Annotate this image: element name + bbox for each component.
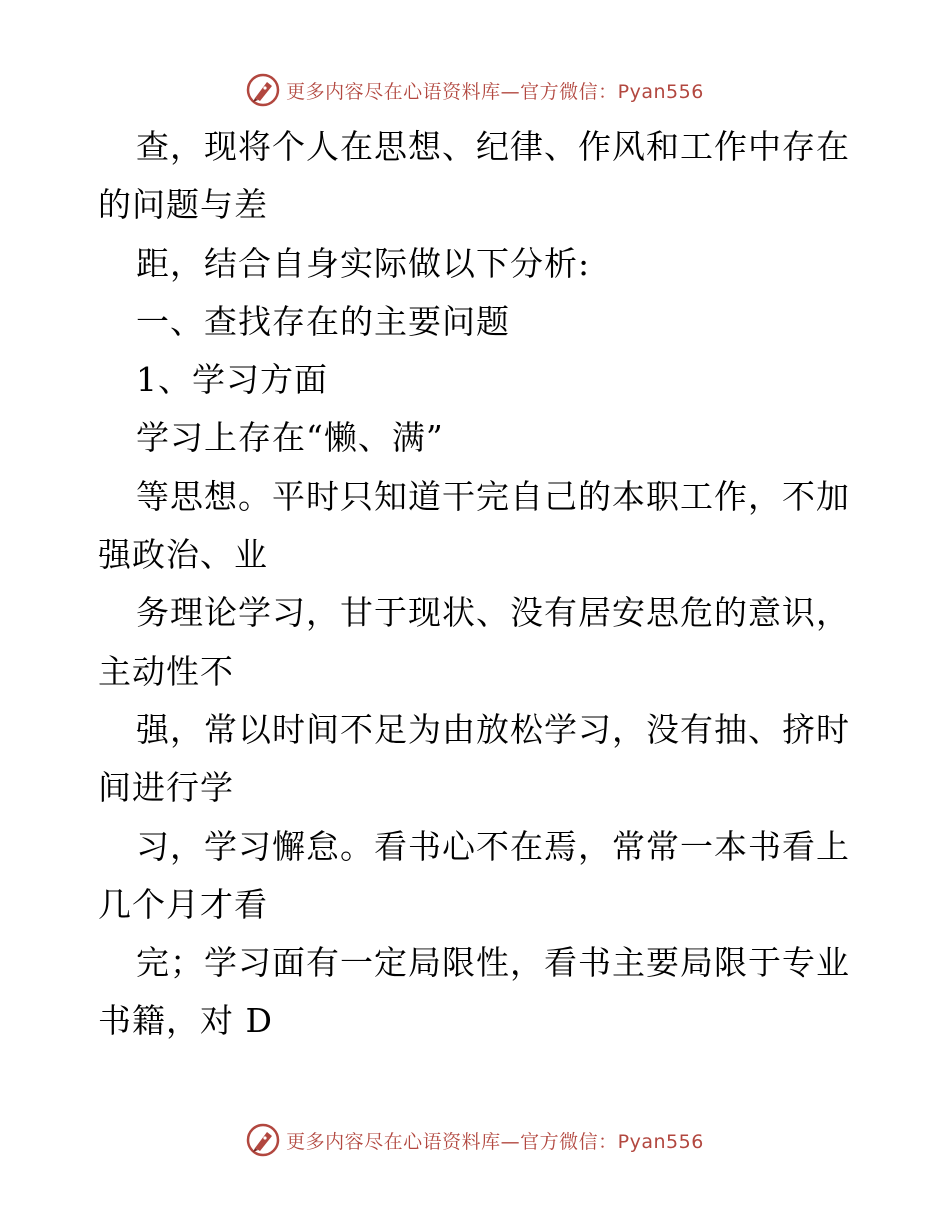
body-line: 的问题与差 (98, 185, 268, 225)
footer-banner-text: 更多内容尽在心语资料库—官方微信：Pyan556 (286, 1130, 704, 1153)
pen-nib-logo-icon (246, 73, 280, 107)
body-line: 强政治、业 (98, 535, 268, 575)
body-line: 书籍，对 D (98, 1001, 273, 1041)
body-line: 距，结合自身实际做以下分析: (136, 243, 591, 283)
pen-nib-logo-icon (246, 1123, 280, 1157)
header-banner-text: 更多内容尽在心语资料库—官方微信：Pyan556 (286, 80, 704, 103)
body-line: 几个月才看 (98, 884, 268, 924)
body-line: 务理论学习，甘于现状、没有居安思危的意识， (136, 593, 850, 633)
body-line: 完；学习面有一定局限性，看书主要局限于专业 (136, 943, 850, 983)
footer-banner-content (246, 1123, 704, 1157)
section-heading: 一、查找存在的主要问题 (136, 301, 510, 341)
body-line: 学习上存在“懒、满” (136, 418, 444, 458)
subsection-heading: 1、学习方面 (136, 360, 328, 400)
footer-banner (0, 1120, 950, 1160)
body-line: 主动性不 (98, 651, 234, 691)
body-line: 间进行学 (98, 768, 234, 808)
body-line: 强，常以时间不足为由放松学习，没有抽、挤时 (136, 709, 850, 749)
body-line: 习，学习懈怠。看书心不在焉，常常一本书看上 (136, 826, 850, 866)
header-banner-content (246, 73, 704, 107)
header-banner (0, 70, 950, 110)
body-line: 等思想。平时只知道干完自己的本职工作，不加 (136, 476, 850, 516)
document-body (98, 118, 858, 1051)
body-line: 查，现将个人在思想、纪律、作风和工作中存在 (136, 127, 850, 166)
